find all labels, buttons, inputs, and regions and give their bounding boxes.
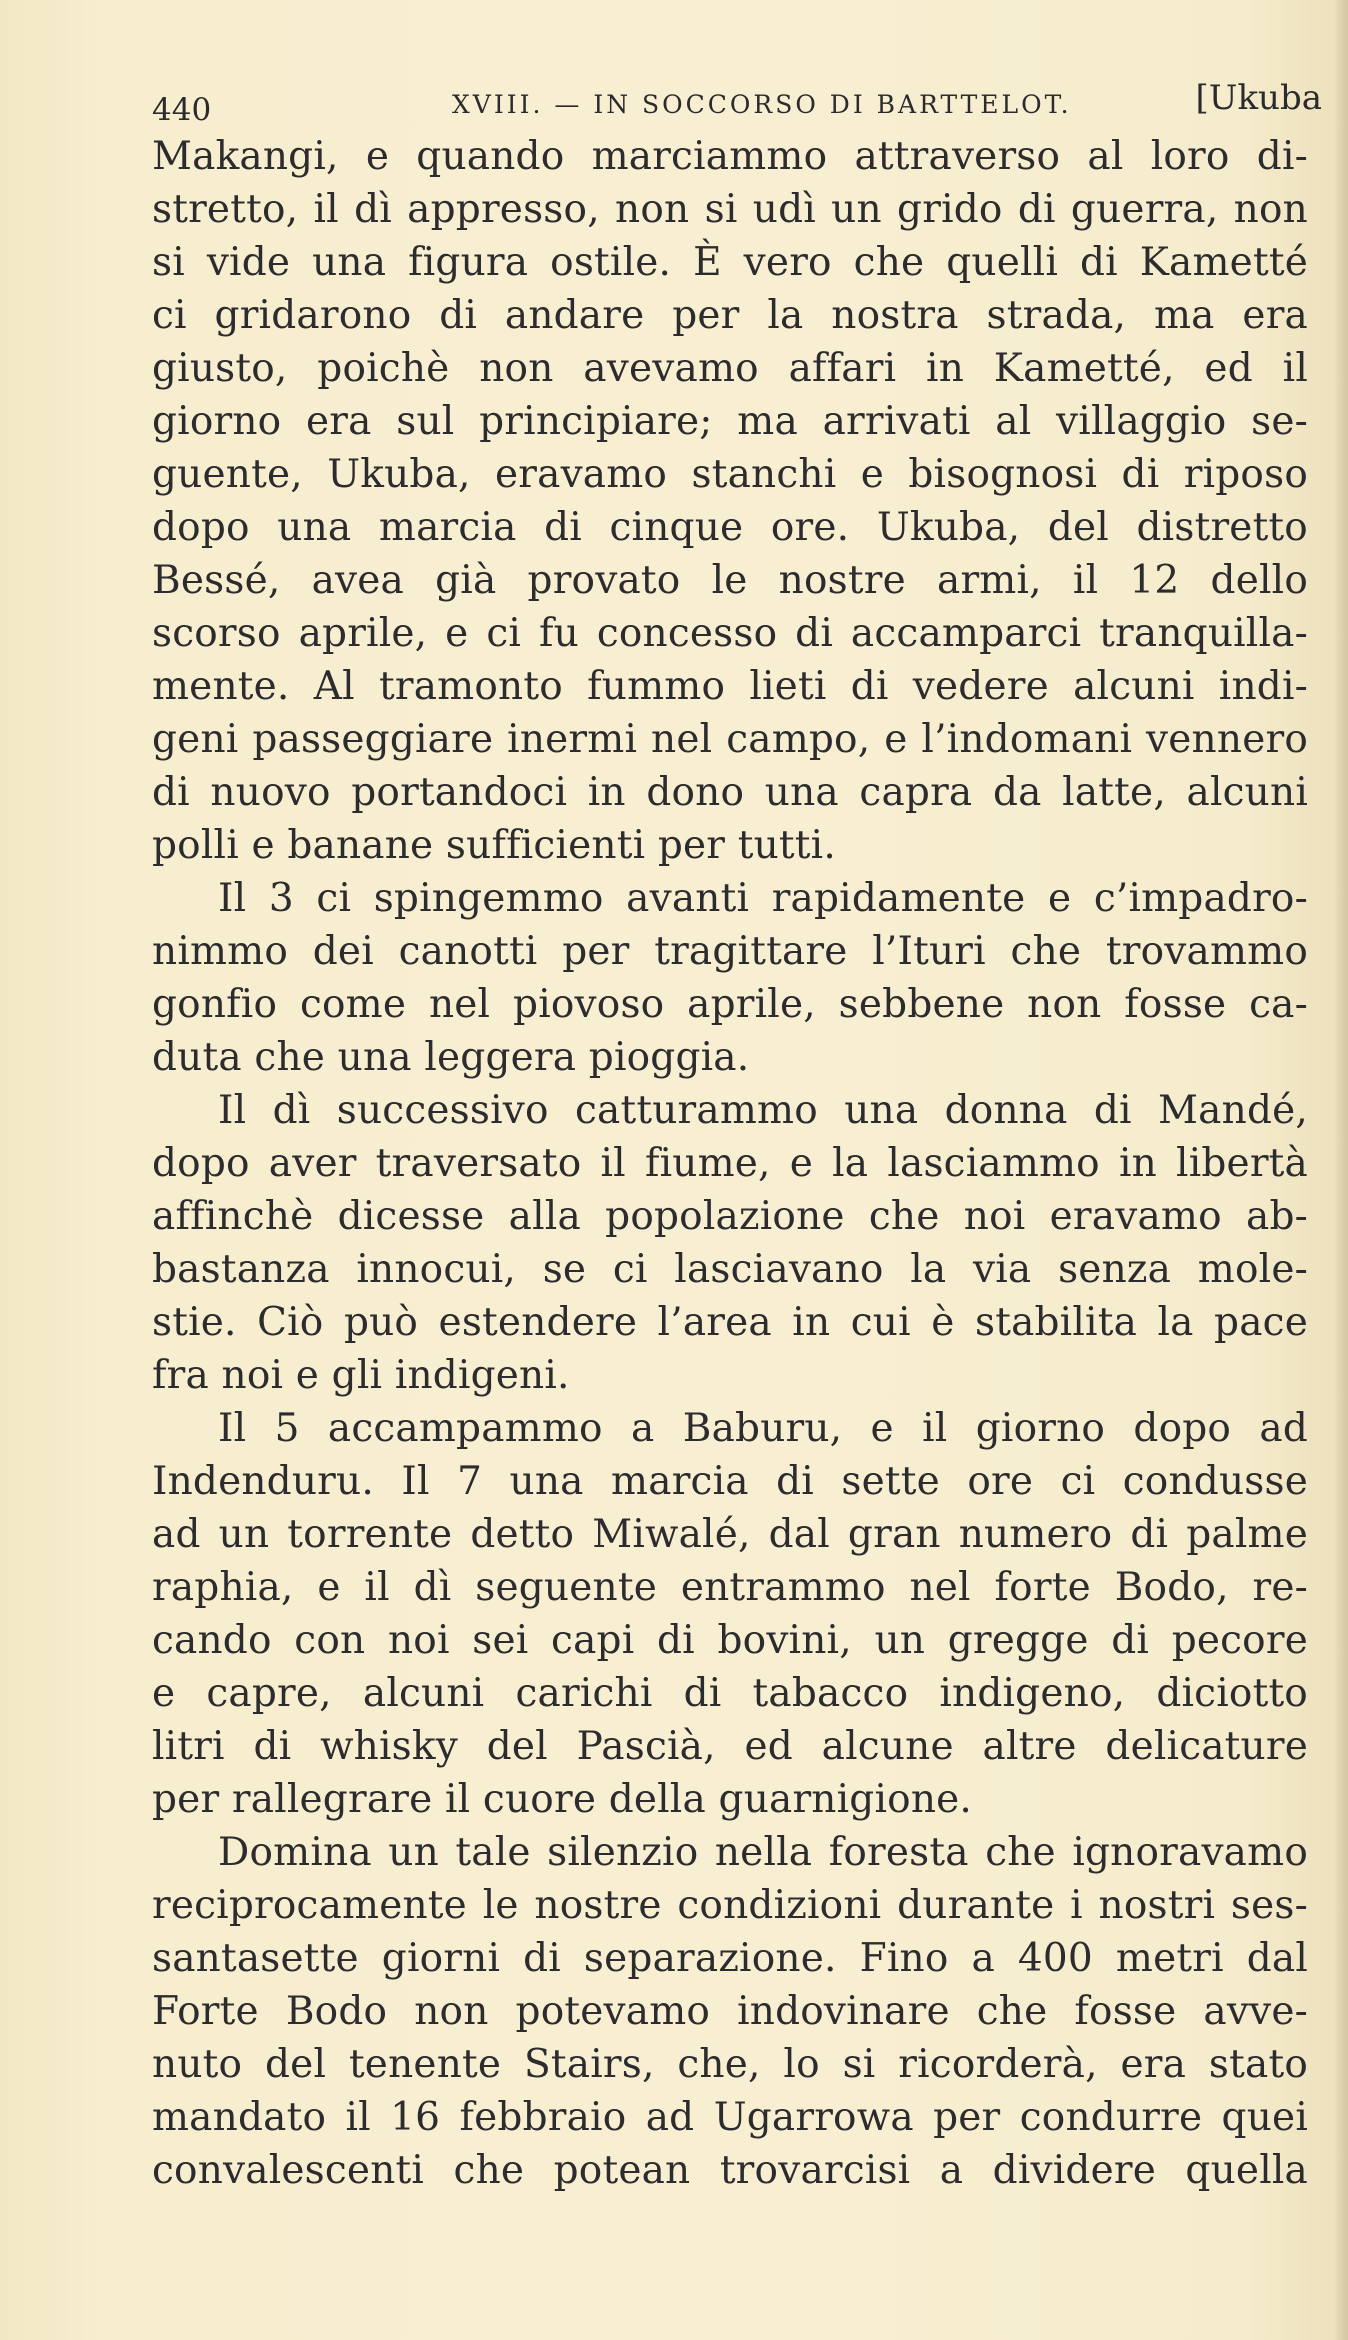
body-text (152, 130, 1308, 2197)
running-title: XVIII. — IN SOCCORSO DI BARTTELOT. (452, 90, 1072, 119)
text-line: stretto, il dì appresso, non si udì un grido di guerra, non (152, 187, 1308, 232)
text-line: gonfio come nel piovoso aprile, sebbene non fosse ca- (152, 982, 1308, 1027)
text-line: dopo una marcia di cinque ore. Ukuba, del distretto (152, 505, 1308, 550)
text-line: bastanza innocui, se ci lasciavano la via senza mole- (152, 1247, 1308, 1292)
text-line: Indenduru. Il 7 una marcia di sette ore ci condusse (152, 1459, 1308, 1504)
text-line: Bessé, avea già provato le nostre armi, il 12 dello (152, 558, 1308, 603)
text-line: guente, Ukuba, eravamo stanchi e bisognosi di riposo (152, 452, 1308, 497)
text-line: e capre, alcuni carichi di tabacco indigeno, diciotto (152, 1671, 1308, 1716)
text-line: Forte Bodo non potevamo indovinare che fosse avve- (152, 1989, 1308, 2034)
text-line: polli e banane sufficienti per tutti. (152, 823, 836, 868)
text-line: stie. Ciò può estendere l’area in cui è stabilita la pace (152, 1300, 1308, 1345)
text-line: santasette giorni di separazione. Fino a 400 metri dal (152, 1936, 1308, 1981)
text-line: scorso aprile, e ci fu concesso di accamparci tranquilla- (152, 611, 1308, 656)
text-line: dopo aver traversato il fiume, e la lasciammo in libertà (152, 1141, 1308, 1186)
text-line: Domina un tale silenzio nella foresta che ignoravamo (218, 1830, 1308, 1875)
text-line: Il dì successivo catturammo una donna di Mandé, (218, 1088, 1308, 1133)
text-line: affinchè dicesse alla popolazione che noi eravamo ab- (152, 1194, 1308, 1239)
text-line: ad un torrente detto Miwalé, dal gran numero di palme (152, 1512, 1308, 1557)
text-line: si vide una figura ostile. È vero che quelli di Kametté (152, 240, 1308, 285)
text-line: Il 5 accampammo a Baburu, e il giorno dopo ad (218, 1406, 1308, 1451)
page-number: 440 (152, 92, 212, 128)
text-line: fra noi e gli indigeni. (152, 1353, 570, 1398)
text-line: convalescenti che potean trovarcisi a dividere quella (152, 2148, 1308, 2193)
page-edge-shadow (1334, 0, 1348, 2340)
text-line: reciprocamente le nostre condizioni durante i nostri ses- (152, 1883, 1308, 1928)
text-line: litri di whisky del Pascià, ed alcune altre delicature (152, 1724, 1308, 1769)
text-line: cando con noi sei capi di bovini, un gregge di pecore (152, 1618, 1308, 1663)
text-line: di nuovo portandoci in dono una capra da latte, alcuni (152, 770, 1308, 815)
running-header (152, 78, 1322, 128)
text-line: ci gridarono di andare per la nostra strada, ma era (152, 293, 1308, 338)
text-line: nimmo dei canotti per tragittare l’Ituri che trovammo (152, 929, 1308, 974)
text-line: geni passeggiare inermi nel campo, e l’indomani vennero (152, 717, 1308, 762)
text-line: mandato il 16 febbraio ad Ugarrowa per condurre quei (152, 2095, 1308, 2140)
text-line: mente. Al tramonto fummo lieti di vedere alcuni indi- (152, 664, 1308, 709)
text-line: per rallegrare il cuore della guarnigione. (152, 1777, 973, 1822)
text-line: duta che una leggera pioggia. (152, 1035, 750, 1080)
running-place: [Ukuba (1195, 78, 1322, 118)
text-line: raphia, e il dì seguente entrammo nel forte Bodo, re- (152, 1565, 1308, 1610)
text-line: Makangi, e quando marciammo attraverso al loro di- (152, 134, 1308, 179)
text-line: Il 3 ci spingemmo avanti rapidamente e c’impadro- (218, 876, 1308, 921)
text-line: giorno era sul principiare; ma arrivati al villaggio se- (152, 399, 1308, 444)
text-line: nuto del tenente Stairs, che, lo si ricorderà, era stato (152, 2042, 1308, 2087)
text-line: giusto, poichè non avevamo affari in Kametté, ed il (152, 346, 1308, 391)
